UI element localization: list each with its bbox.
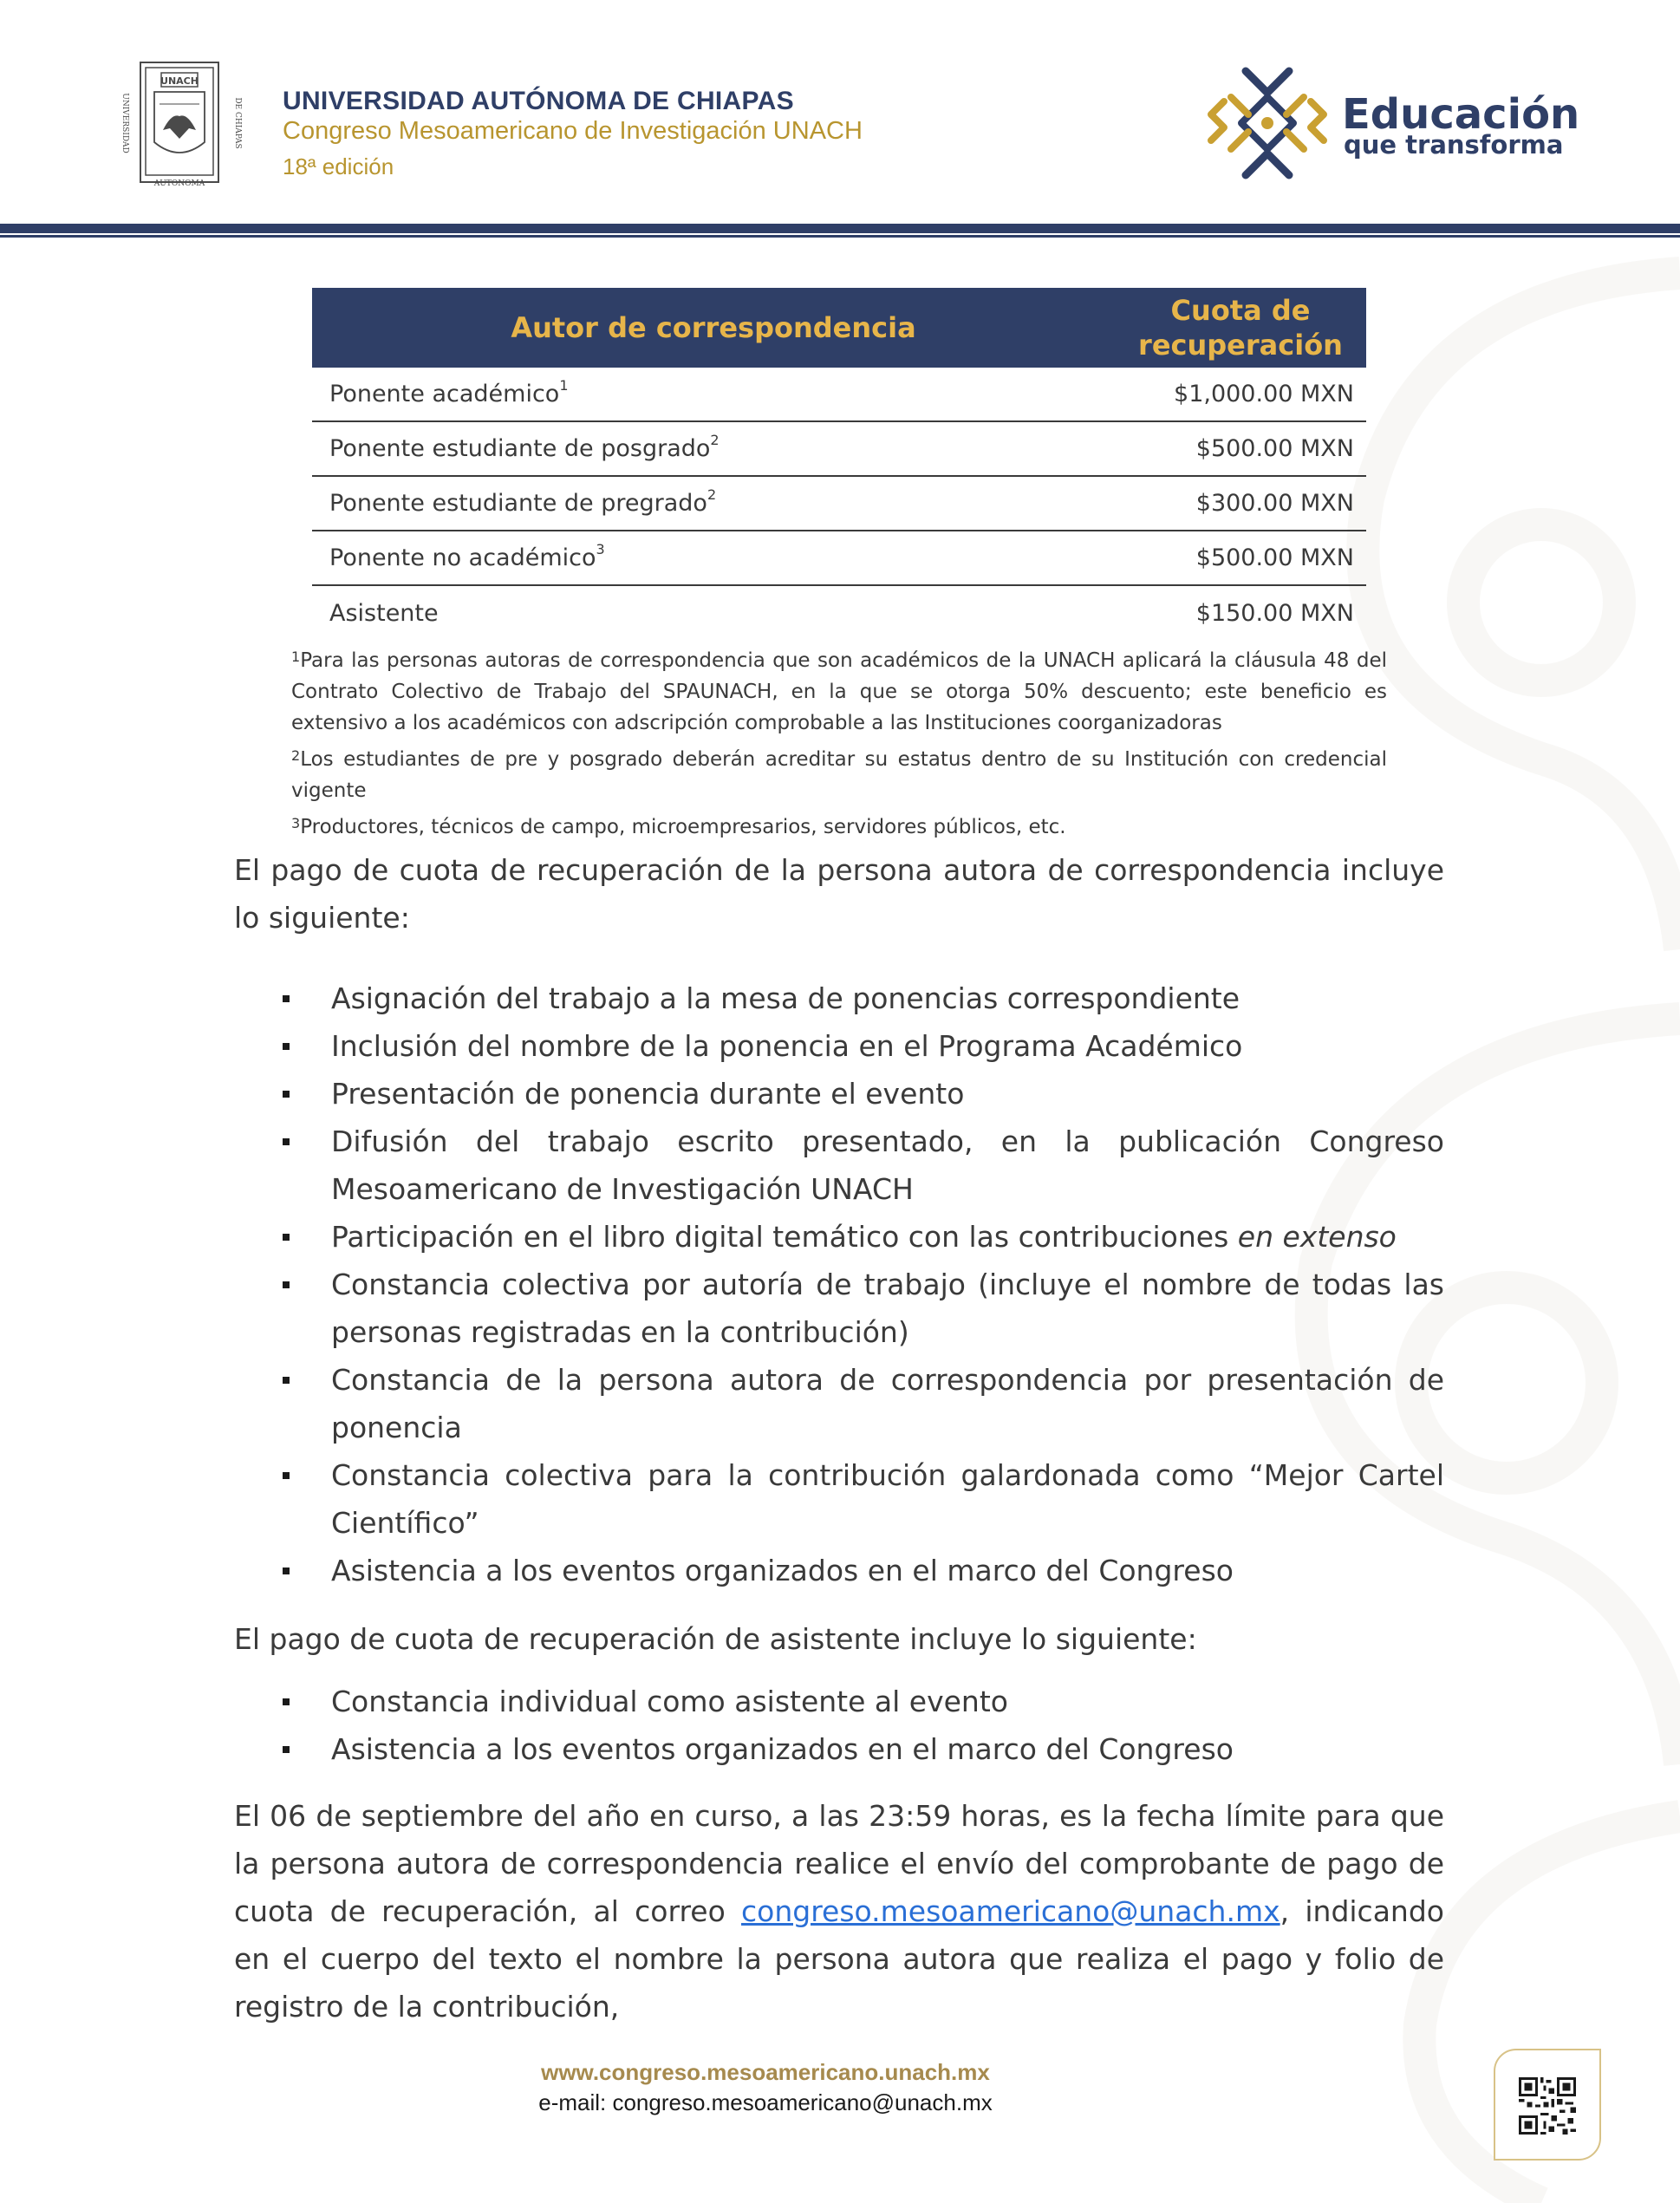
footnote: $^3$Productores, técnicos de campo, microempresarios, servidores públicos, etc. [291, 815, 1066, 838]
table-row [312, 477, 1366, 531]
column-header-fee [1115, 293, 1366, 362]
header-divider [0, 224, 1680, 233]
column-header-fee-line2: recuperación [1138, 329, 1343, 362]
row-fee: $1,000.00 MXN [1174, 381, 1354, 407]
bullet-icon [283, 1698, 290, 1705]
row-fee: $300.00 MXN [1195, 490, 1354, 517]
row-label: Ponente estudiante de posgrado [329, 435, 711, 462]
table-row [312, 368, 1366, 422]
row-label: Asistente [329, 600, 439, 627]
footnote-mark: 2 [707, 486, 717, 503]
bullet-icon [283, 1472, 290, 1479]
list-item: Participación en el libro digital temático con las contribuciones en extenso [234, 1213, 1444, 1261]
bullet-icon [283, 1568, 290, 1574]
attendee-benefits-list [234, 1678, 1444, 1773]
unach-seal-logo [111, 61, 248, 186]
header-divider-thin [0, 235, 1680, 238]
list-item: Asignación del trabajo a la mesa de ponencias correspondiente [234, 974, 1444, 1022]
table-row [312, 422, 1366, 477]
list-item: Constancia de la persona autora de correspondencia por presentación de ponencia [234, 1356, 1444, 1451]
footnote-mark: 3 [596, 541, 605, 557]
contact-email-link[interactable]: congreso.mesoamericano@unach.mx [741, 1894, 1280, 1928]
footer-website [0, 2059, 1680, 2086]
footnote-mark: 1 [559, 377, 569, 394]
row-fee: $150.00 MXN [1195, 600, 1354, 627]
deadline-paragraph: El 06 de septiembre del año en curso, a las 23:59 horas, es la fecha límite para que la persona autora de correspondencia realice el envío del comprobante de pago de cuota de recuperación, al correo congreso.mesoamericano@unach.mx, indicando en el cuerpo del texto el nombre la persona autora que realiza el pago y folio de registro de la contribución, [234, 1799, 1444, 2024]
bullet-icon [283, 1281, 290, 1288]
brand-title: Educación [1342, 90, 1580, 139]
list-item: Constancia colectiva para la contribución galardonada como “Mejor Cartel Científico” [234, 1451, 1444, 1547]
attendee-fee-intro: El pago de cuota de recuperación de asistente incluye lo siguiente: [234, 1622, 1197, 1656]
list-item: Constancia colectiva por autoría de trabajo (incluye el nombre de todas las personas registradas en la contribución) [234, 1261, 1444, 1356]
svg-text:DE CHIAPAS: DE CHIAPAS [233, 97, 242, 149]
svg-text:AUTONOMA: AUTONOMA [153, 179, 205, 186]
list-item: Presentación de ponencia durante el evento [234, 1070, 1444, 1118]
column-header-fee-line1: Cuota de [1170, 294, 1311, 327]
table-row [312, 586, 1366, 641]
bullet-icon [283, 1043, 290, 1050]
bullet-icon [283, 995, 290, 1002]
row-label: Ponente estudiante de pregrado [329, 490, 707, 517]
fee-table [312, 288, 1366, 641]
bullet-icon [283, 1138, 290, 1145]
footnote: $^2$Los estudiantes de pre y posgrado deberán acreditar su estatus dentro de su Institución con credencial vigente [291, 747, 1387, 802]
table-row [312, 531, 1366, 586]
bullet-icon [283, 1091, 290, 1098]
table-header [312, 288, 1366, 368]
educacion-emblem-icon [1207, 62, 1328, 184]
row-fee: $500.00 MXN [1195, 544, 1354, 571]
list-item: Asistencia a los eventos organizados en el marco del Congreso [234, 1725, 1444, 1773]
list-item: Inclusión del nombre de la ponencia en el Programa Académico [234, 1022, 1444, 1070]
brand-subtitle: que transforma [1344, 130, 1564, 160]
row-fee: $500.00 MXN [1195, 435, 1354, 462]
author-fee-intro: El pago de cuota de recuperación de la persona autora de correspondencia incluye lo siguiente: [234, 853, 1444, 935]
bullet-icon [283, 1746, 290, 1753]
qr-code-frame [1494, 2049, 1601, 2161]
bullet-icon [283, 1377, 290, 1384]
university-name: UNIVERSIDAD AUTÓNOMA DE CHIAPAS [283, 87, 794, 115]
row-label: Ponente no académico [329, 544, 596, 571]
footnote: $^1$Para las personas autoras de correspondencia que son académicos de la UNACH aplicará la cláusula 48 del Contrato Colectivo de Trabajo del SPAUNACH, en la que se otorga 50% descuento; este beneficio es extensivo a los académicos con adscripción comprobable a las Instituciones coorganizadoras [291, 649, 1387, 734]
svg-text:UNIVERSIDAD: UNIVERSIDAD [120, 93, 129, 153]
svg-text:UNACH: UNACH [160, 75, 199, 87]
author-benefits-list [234, 974, 1444, 1594]
list-item: Constancia individual como asistente al evento [234, 1678, 1444, 1725]
page-header [0, 0, 1680, 243]
row-label: Ponente académico [329, 381, 560, 407]
italic-term: en extenso [1237, 1220, 1397, 1254]
table-footnotes [291, 645, 1387, 848]
congress-name: Congreso Mesoamericano de Investigación UNACH [283, 117, 863, 145]
bullet-icon [283, 1234, 290, 1241]
footnote-mark: 2 [710, 432, 720, 448]
list-item: Difusión del trabajo escrito presentado, en la publicación Congreso Mesoamericano de Investigación UNACH [234, 1118, 1444, 1213]
list-item: Asistencia a los eventos organizados en el marco del Congreso [234, 1547, 1444, 1594]
website-link[interactable]: www.congreso.mesoamericano.unach.mx [541, 2059, 990, 2085]
edition-label: 18ª edición [283, 153, 394, 179]
qr-code-icon [1519, 2077, 1576, 2135]
column-header-author: Autor de correspondencia [511, 311, 916, 344]
footer-email: e-mail: congreso.mesoamericano@unach.mx [538, 2089, 993, 2115]
